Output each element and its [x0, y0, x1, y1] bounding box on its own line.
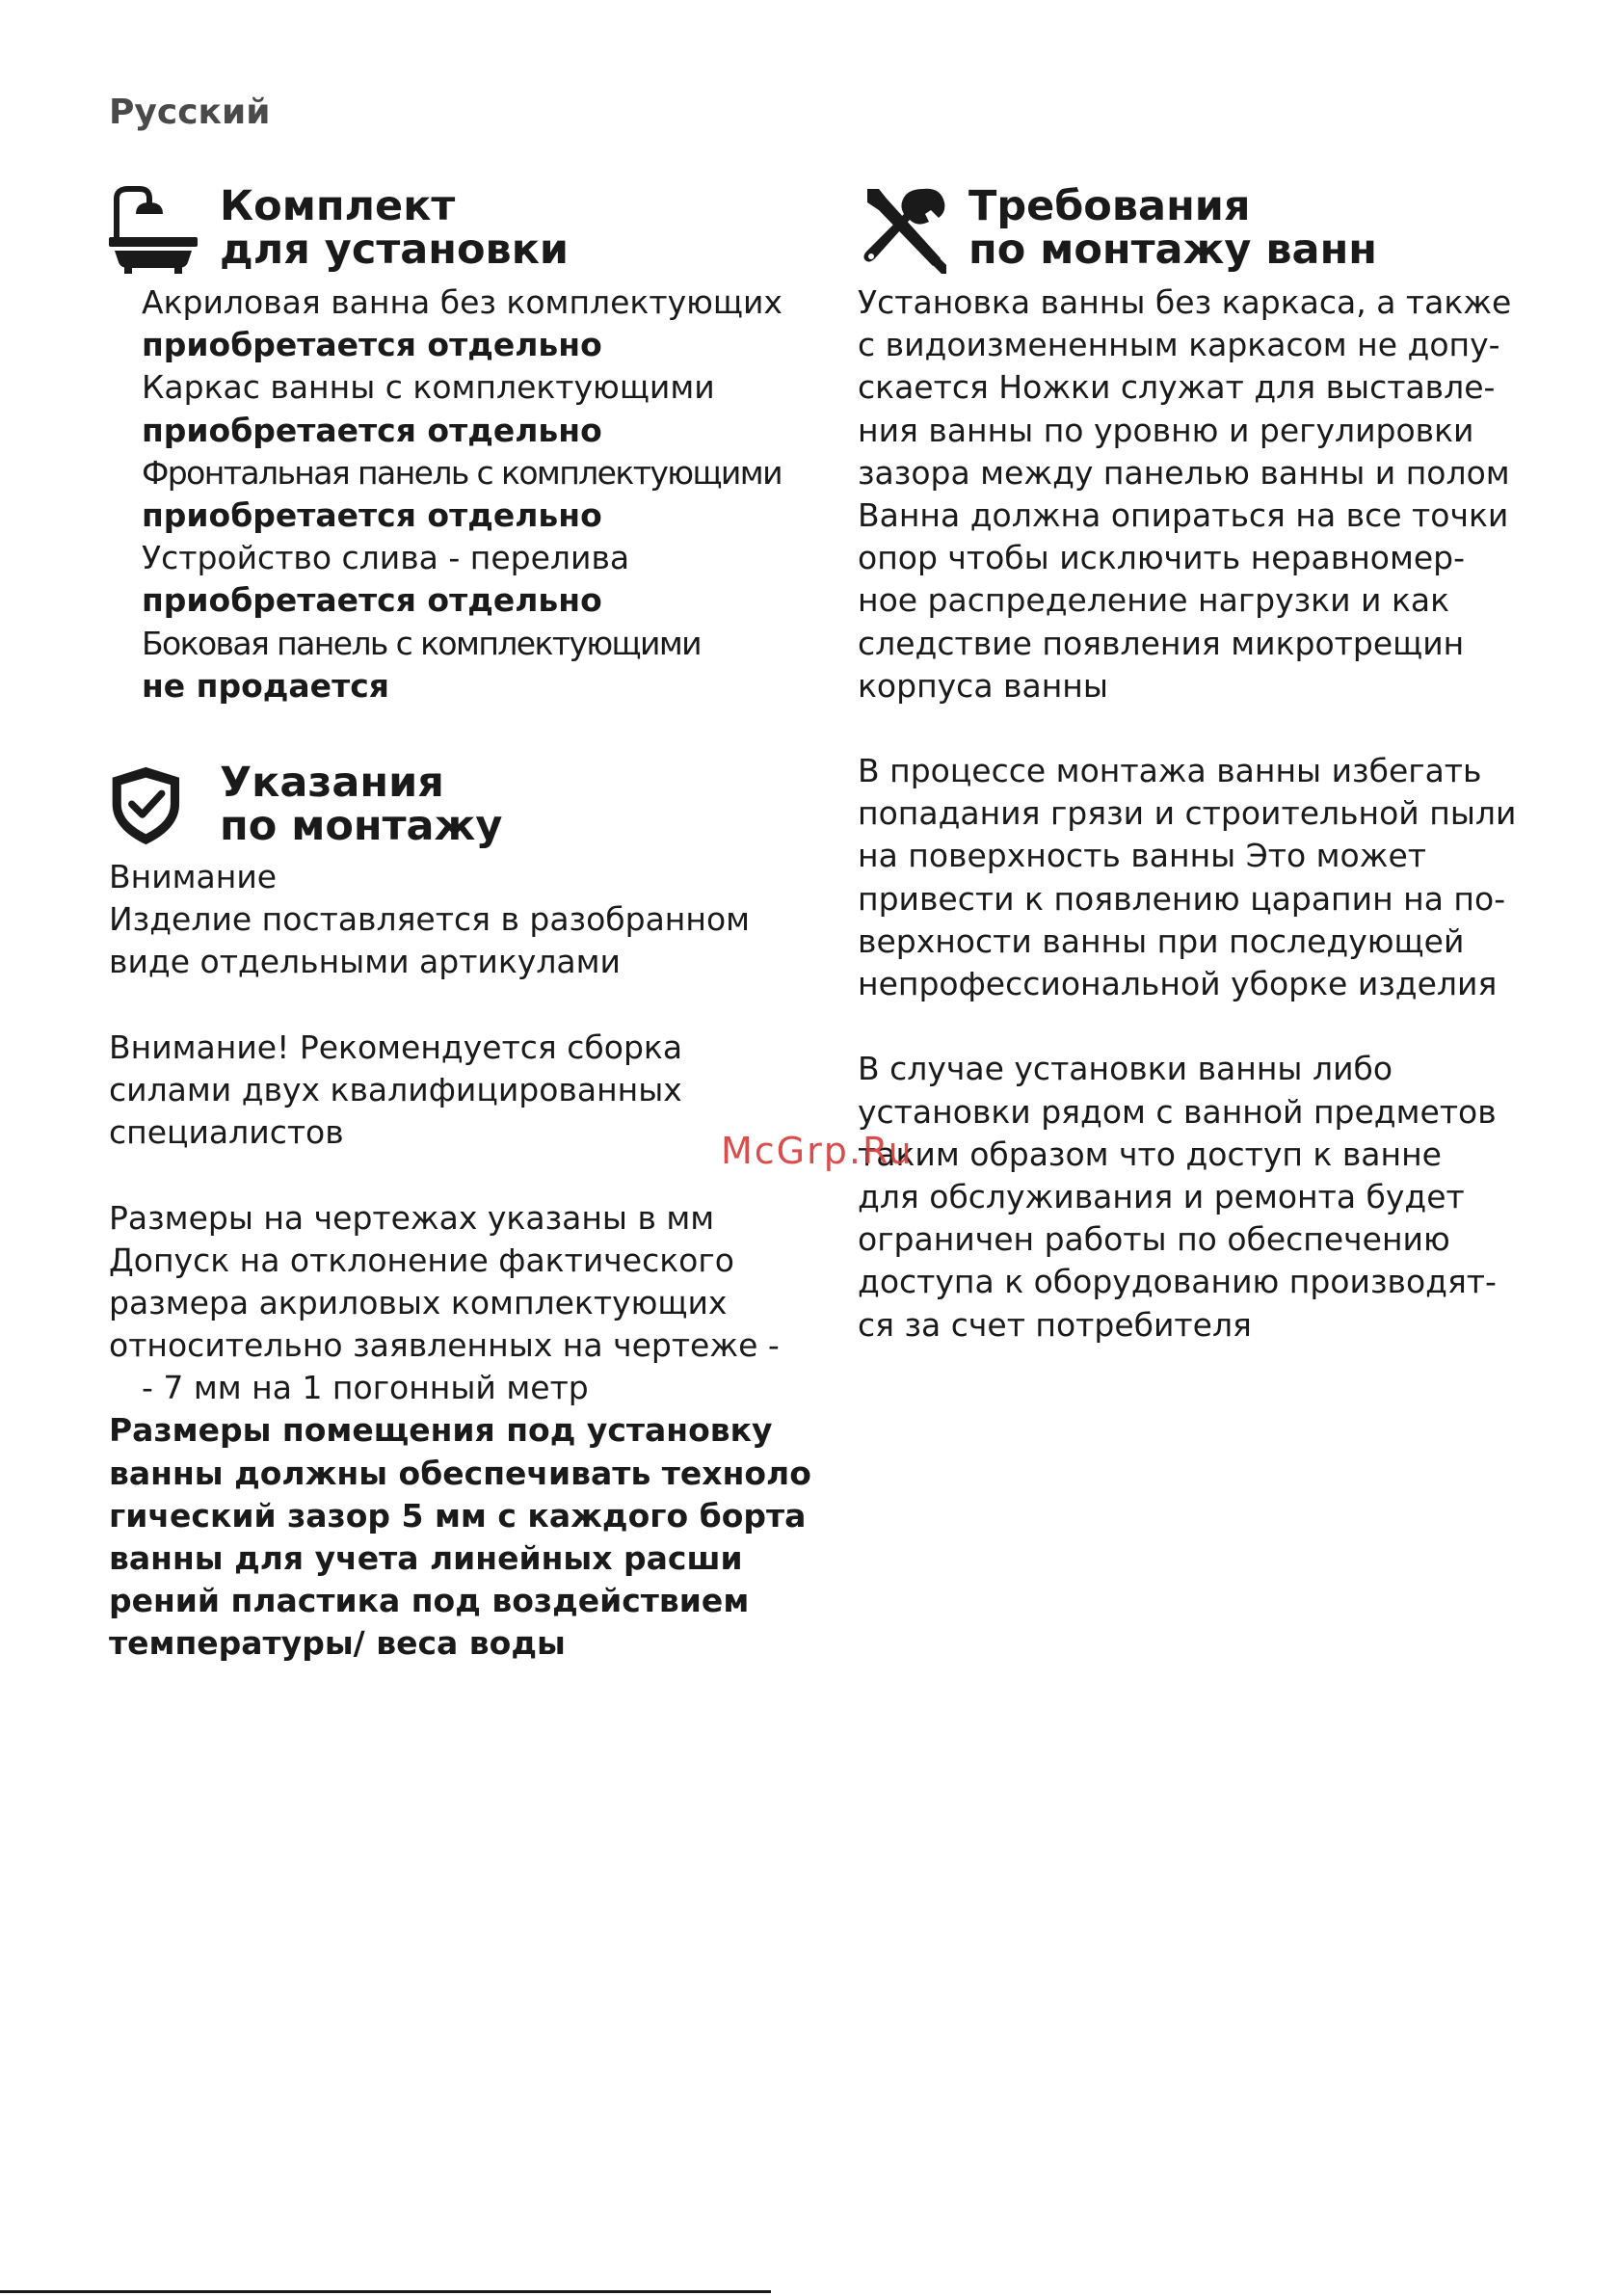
- kit-item-name: Фронтальная панель с комплектующими: [142, 453, 782, 492]
- requirements-p1-line: Установка ванны без каркаса, а также: [858, 283, 1512, 321]
- tolerance-line: - 7 мм на 1 погонный метр: [142, 1369, 589, 1407]
- instructions-p3-line: относительно заявленных на чертеже -: [109, 1326, 780, 1365]
- instructions-p1-line: Внимание: [109, 858, 278, 895]
- requirements-title: [968, 182, 1377, 274]
- requirements-title-line2: по монтажу ванн: [968, 226, 1377, 274]
- requirements-p1-line: ния ванны по уровню и регулировки: [858, 411, 1474, 449]
- instructions-p2-line: специалистов: [109, 1113, 344, 1152]
- kit-item-status: приобретается отдельно: [142, 581, 602, 620]
- instructions-p3-line: размера акриловых комплектующих: [109, 1283, 728, 1322]
- requirements-section: [858, 182, 1517, 1347]
- kit-item-name: Боковая панель с комплектующими: [142, 624, 702, 662]
- requirements-p3-line: таким образом что доступ к ванне: [858, 1135, 1442, 1173]
- requirements-p1-line: Ванна должна опираться на все точки: [858, 495, 1509, 534]
- requirements-p1-line: корпуса ванны: [858, 666, 1108, 705]
- requirements-p1-line: опор чтобы исключить неравномер-: [858, 539, 1466, 577]
- instructions-text: [109, 856, 811, 1666]
- requirements-p2-line: непрофессиональной уборке изделия: [858, 965, 1498, 1002]
- requirements-p1-line: скается Ножки служат для выставле-: [858, 368, 1496, 407]
- kit-item-name: Каркас ванны с комплектующими: [142, 368, 715, 407]
- instructions-title-line2: по монтажу: [220, 802, 503, 850]
- kit-section: [109, 182, 782, 707]
- instructions-p3-line: Допуск на отклонение фактического: [109, 1241, 734, 1279]
- requirements-p1-line: с видоизмененным каркасом не допу-: [858, 326, 1500, 364]
- requirements-p2-line: на поверхность ванны Это может: [858, 837, 1427, 875]
- watermark: McGrp.Ru: [721, 1130, 914, 1172]
- requirements-p3-line: В случае установки ванны либо: [858, 1050, 1393, 1088]
- instructions-title-line1: Указания: [220, 759, 444, 807]
- language-label: Русский: [109, 93, 271, 132]
- requirements-p3-line: для обслуживания и ремонта будет: [858, 1177, 1465, 1215]
- instructions-section: [109, 761, 811, 1666]
- instructions-p4-line: Размеры помещения под установку: [109, 1411, 773, 1450]
- bottom-divider: [0, 2290, 771, 2293]
- requirements-p1-line: следствие появления микротрещин: [858, 624, 1465, 662]
- requirements-p1-line: ное распределение нагрузки и как: [858, 581, 1450, 620]
- requirements-p3-line: ся за счет потребителя: [858, 1305, 1252, 1344]
- requirements-p2-line: привести к появлению царапин на по-: [858, 879, 1506, 918]
- instructions-p4-line: ванны для учета линейных расши: [109, 1539, 743, 1577]
- requirements-p2-line: верхности ванны при последующей: [858, 921, 1465, 960]
- kit-item-status: приобретается отдельно: [142, 411, 602, 449]
- requirements-header: [858, 182, 1516, 281]
- requirements-p1-line: зазора между панелью ванны и полом: [858, 453, 1510, 492]
- kit-item-status: приобретается отдельно: [142, 495, 602, 534]
- kit-list: [109, 281, 782, 707]
- bathtub-shower-icon: [109, 185, 198, 274]
- kit-item-name: Устройство слива - перелива: [142, 539, 630, 577]
- instructions-p3-line: Размеры на чертежах указаны в мм: [109, 1198, 715, 1237]
- instructions-p1-line: виде отдельными артикулами: [109, 943, 621, 981]
- instructions-p4-line: гический зазор 5 мм с каждого борта: [109, 1496, 807, 1535]
- kit-title: [220, 182, 570, 274]
- kit-item-name: Акриловая ванна без комплектующих: [142, 283, 782, 321]
- instructions-title: [220, 761, 502, 848]
- wrench-screwdriver-icon: [858, 185, 946, 274]
- requirements-text: [858, 281, 1516, 1347]
- requirements-p3-line: доступа к оборудованию производят-: [858, 1263, 1497, 1301]
- requirements-p3-line: ограничен работы по обеспечению: [858, 1220, 1450, 1259]
- instructions-p4-line: ванны должны обеспечивать техноло: [109, 1454, 811, 1492]
- kit-header: [109, 182, 782, 281]
- instructions-header: [109, 761, 811, 856]
- requirements-p3-line: установки рядом с ванной предметов: [858, 1092, 1497, 1131]
- kit-item-status: приобретается отдельно: [142, 326, 602, 364]
- requirements-title-line1: Требования: [968, 182, 1251, 230]
- requirements-p2-line: В процессе монтажа ванны избегать: [858, 752, 1482, 790]
- instructions-p2-line: Внимание! Рекомендуется сборка: [109, 1028, 683, 1066]
- requirements-p2-line: попадания грязи и строительной пыли: [858, 794, 1517, 833]
- kit-item-status: не продается: [142, 666, 389, 705]
- shield-check-icon: [109, 761, 190, 850]
- kit-title-line1: Комплект: [220, 182, 456, 230]
- instructions-p2-line: силами двух квалифицированных: [109, 1070, 682, 1108]
- instructions-p4-line: рений пластика под воздействием: [109, 1582, 750, 1620]
- kit-title-line2: для установки: [220, 226, 570, 274]
- instructions-p4-line: температуры/ веса воды: [109, 1624, 566, 1663]
- instructions-p1-line: Изделие поставляется в разобранном: [109, 900, 751, 939]
